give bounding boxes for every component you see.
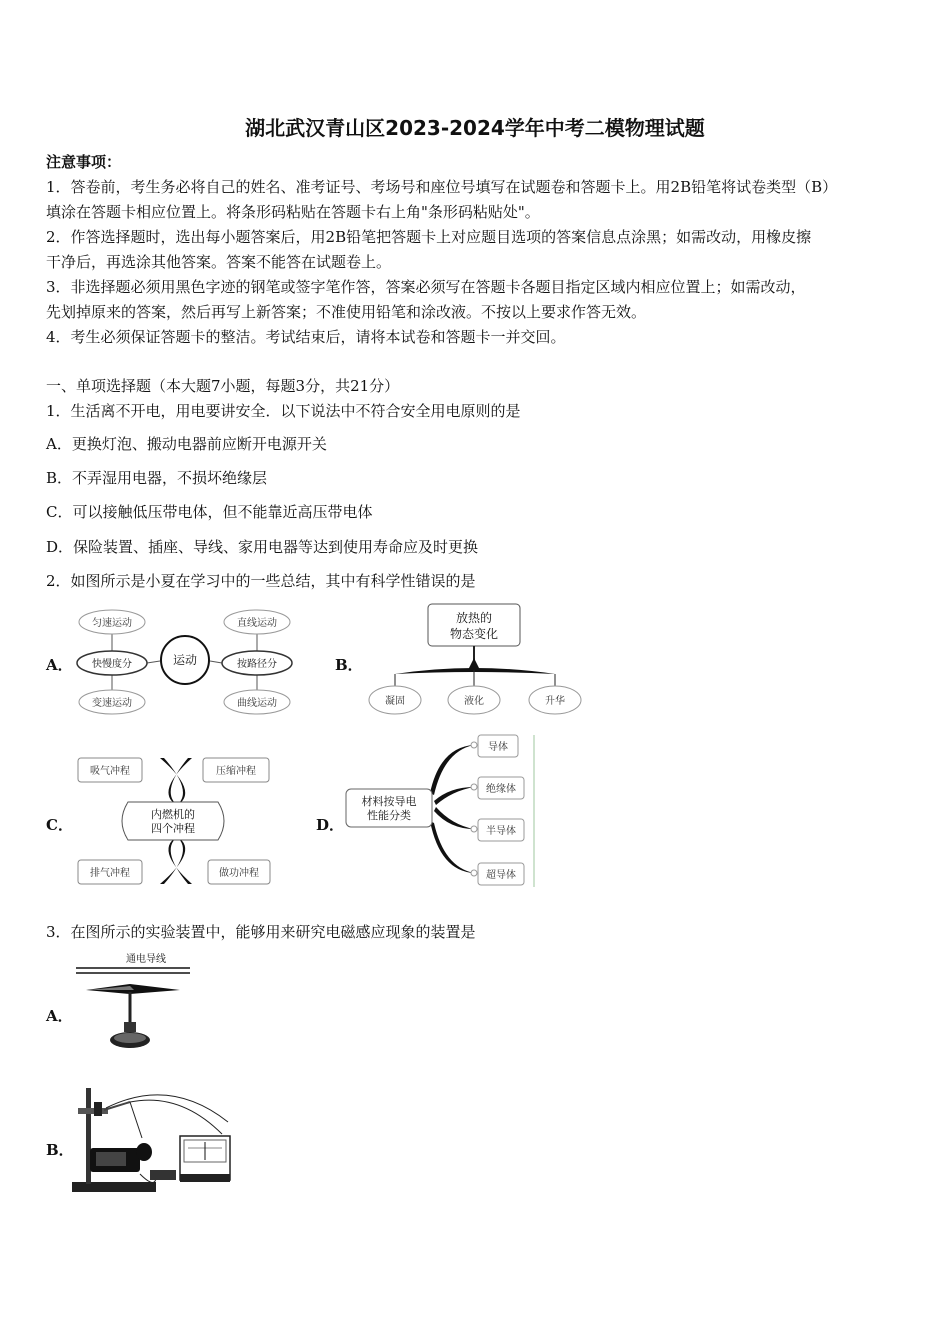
node-label: 按路径分 [237,659,277,670]
q2-label-c: C． [46,816,73,834]
node-label: 升华 [545,696,565,707]
q3-stem: 3．在图所示的实验装置中，能够用来研究电磁感应现象的装置是 [46,923,476,941]
q3-figure-b [70,1078,236,1196]
node-label: 直线运动 [237,618,277,629]
q2-figure-a [72,604,294,722]
note-line: 3．非选择题必须用黑色字迹的钢笔或签字笔作答，答案必须写在答题卡各题目指定区域内相应位置上；如需改动， [46,278,806,296]
note-line: 1．答卷前，考生务必将自己的姓名、准考证号、考场号和座位号填写在试题卷和答题卡上。用2B铅笔将试卷类型（B） [46,178,838,196]
page-title: 湖北武汉青山区2023-2024学年中考二模物理试题 [245,116,705,140]
q1-option-b: B．不弄湿用电器，不损坏绝缘层 [46,469,268,487]
note-line: 2．作答选择题时，选出每小题答案后，用2B铅笔把答题卡上对应题目选项的答案信息点涂黑；如需改动，用橡皮擦 [46,228,812,246]
q1-option-a: A．更换灯泡、搬动电器前应断开电源开关 [46,435,327,453]
node-label: 液化 [464,696,484,707]
node-label: 做功冲程 [219,868,259,879]
notes-heading: 注意事项： [46,153,122,171]
q2-label-a: A． [46,656,73,674]
node-label: 放热的 [455,611,493,625]
q1-stem: 1．生活离不开电，用电要讲安全．以下说法中不符合安全用电原则的是 [46,402,521,420]
q1-option-c: C．可以接触低压带电体，但不能靠近高压带电体 [46,503,373,521]
q2-stem: 2．如图所示是小夏在学习中的一些总结，其中有科学性错误的是 [46,572,476,590]
q2-figure-d [342,733,538,889]
node-label: 吸气冲程 [90,766,130,777]
q2-figure-c [72,752,278,890]
node-label: 物态变化 [449,627,499,641]
note-line: 先划掉原来的答案，然后再写上新答案；不准使用铅笔和涂改液。不按以上要求作答无效。 [46,303,647,321]
node-label: 压缩冲程 [216,766,256,777]
node-label: 导体 [488,742,508,753]
note-line: 4．考生必须保证答题卡的整洁。考试结束后，请将本试卷和答题卡一并交回。 [46,328,566,346]
center-label: 运动 [172,653,198,667]
q1-option-d: D．保险装置、插座、导线、家用电器等达到使用寿命应及时更换 [46,538,479,556]
q3-figure-a [74,948,194,1056]
q2-label-b: B． [335,656,363,674]
node-label: 快慢度分 [92,659,132,670]
q3-label-a: A． [46,1007,73,1025]
note-line: 填涂在答题卡相应位置上。将条形码粘贴在答题卡右上角"条形码粘贴处"。 [46,203,540,221]
node-label: 凝固 [385,696,405,707]
node-label: 性能分类 [367,809,411,822]
section-heading: 一、单项选择题（本大题7小题，每题3分，共21分） [46,377,400,395]
q3-label-b: B． [46,1141,74,1159]
node-label: 内燃机的 [151,808,195,821]
node-label: 变速运动 [92,698,132,709]
q2-label-d: D． [316,816,345,834]
node-label: 半导体 [486,826,516,837]
q2-figure-b [365,600,585,720]
node-label: 排气冲程 [90,868,130,879]
node-label: 材料按导电 [361,795,417,808]
node-label: 匀速运动 [92,618,132,629]
wire-caption: 通电导线 [126,954,166,965]
node-label: 绝缘体 [486,784,516,795]
node-label: 曲线运动 [237,698,277,709]
node-label: 四个冲程 [151,822,195,835]
note-line: 干净后，再选涂其他答案。答案不能答在试题卷上。 [46,253,392,271]
node-label: 超导体 [486,870,516,881]
